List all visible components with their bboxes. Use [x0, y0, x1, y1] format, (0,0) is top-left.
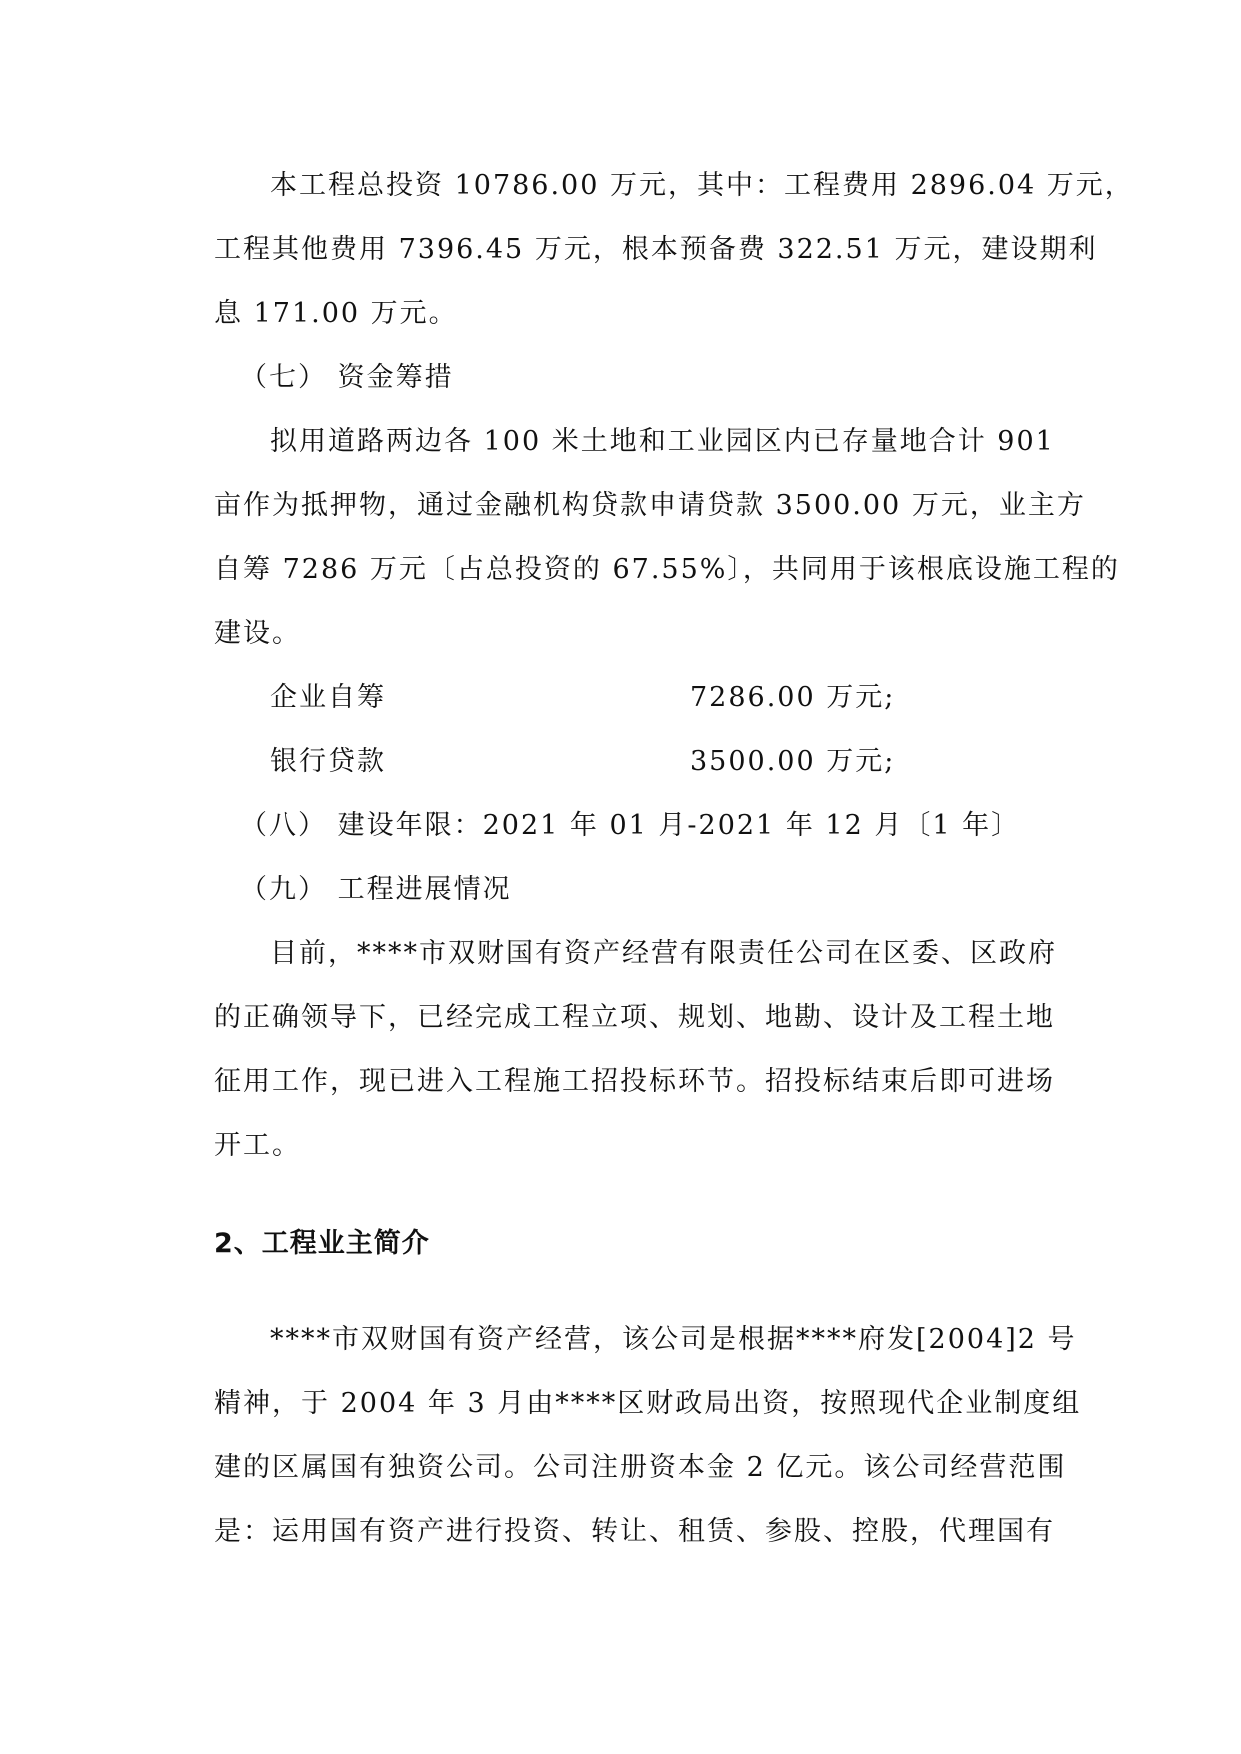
owner-paragraph-line-1: ****市双财国有资产经营，该公司是根据****府发[2004]2 号 [270, 1324, 1077, 1355]
investment-line-3: 息 171.00 万元。 [214, 298, 458, 329]
funding-label-bank-loan: 银行贷款 [270, 746, 386, 777]
progress-paragraph-line-1: 目前，****市双财国有资产经营有限责任公司在区委、区政府 [270, 938, 1057, 969]
progress-paragraph-line-3: 征用工作，现已进入工程施工招投标环节。招投标结束后即可进场 [214, 1066, 1055, 1097]
section-7-heading: （七） 资金筹措 [240, 362, 454, 393]
owner-paragraph-line-3: 建的区属国有独资公司。公司注册资本金 2 亿元。该公司经营范围 [214, 1452, 1067, 1483]
funding-value-self-raised: 7286.00 万元; [690, 682, 896, 713]
funding-paragraph-line-2: 亩作为抵押物，通过金融机构贷款申请贷款 3500.00 万元，业主方 [214, 490, 1086, 521]
funding-paragraph-line-1: 拟用道路两边各 100 米土地和工业园区内已存量地合计 901 [270, 426, 1055, 457]
owner-paragraph-line-2: 精神，于 2004 年 3 月由****区财政局出资，按照现代企业制度组 [214, 1388, 1082, 1419]
investment-line-1: 本工程总投资 10786.00 万元，其中：工程费用 2896.04 万元， [270, 170, 1134, 201]
owner-paragraph-line-4: 是：运用国有资产进行投资、转让、租赁、参股、控股，代理国有 [214, 1516, 1055, 1547]
funding-paragraph-line-3: 自筹 7286 万元〔占总投资的 67.55%〕，共同用于该根底设施工程的 [214, 554, 1120, 585]
section-9-heading: （九） 工程进展情况 [240, 874, 512, 905]
progress-paragraph-line-2: 的正确领导下，已经完成工程立项、规划、地勘、设计及工程土地 [214, 1002, 1055, 1033]
funding-label-self-raised: 企业自筹 [270, 682, 386, 713]
section-8-heading: （八） 建设年限：2021 年 01 月-2021 年 12 月〔1 年〕 [240, 810, 1021, 841]
funding-value-bank-loan: 3500.00 万元; [690, 746, 896, 777]
funding-paragraph-line-4: 建设。 [214, 618, 301, 649]
investment-line-2: 工程其他费用 7396.45 万元，根本预备费 322.51 万元，建设期利 [214, 234, 1098, 265]
progress-paragraph-line-4: 开工。 [214, 1130, 301, 1161]
section-2-heading: 2、工程业主简介 [214, 1228, 430, 1259]
